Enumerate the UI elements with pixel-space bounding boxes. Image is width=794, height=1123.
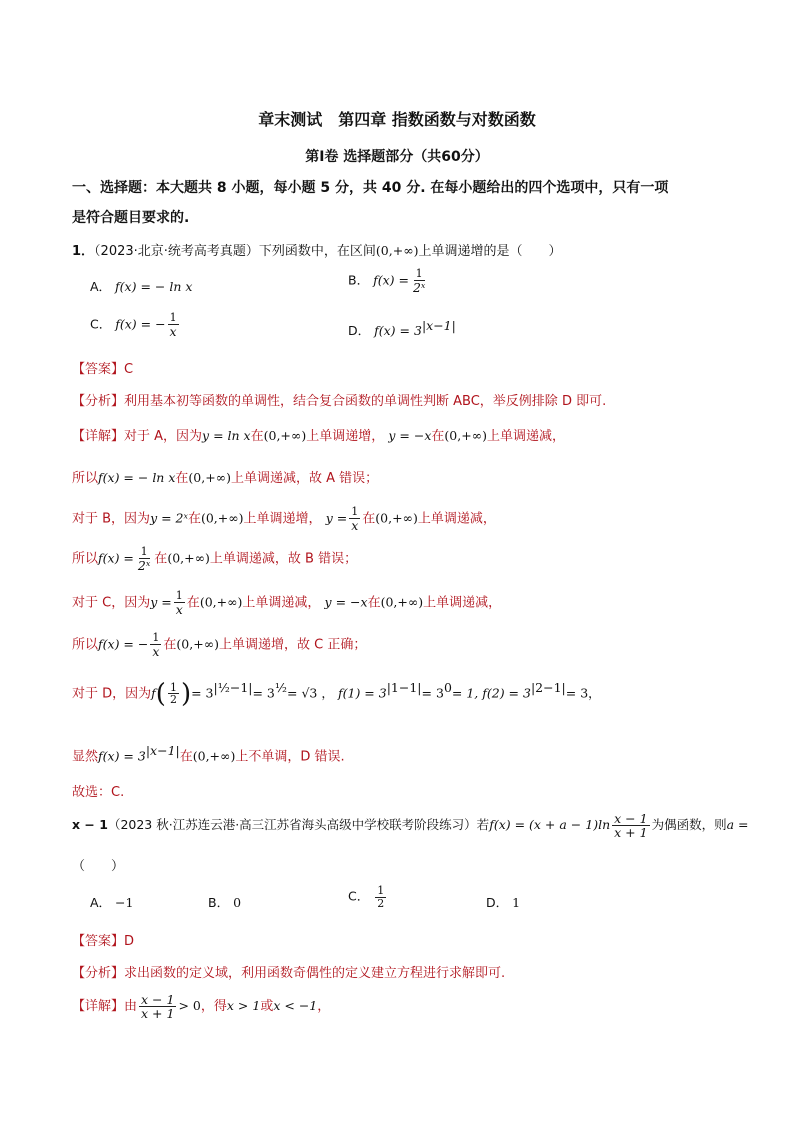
question-1-stem: 1．（2023·北京·统考高考真题）下列函数中，在区间(0,+∞)上单调递增的是（ ） xyxy=(72,243,562,259)
option-c[interactable]: C． $\frac{1}{2}$ xyxy=(348,884,385,910)
answer-tag: 【答案】 xyxy=(72,934,125,949)
option-a[interactable]: A． f(x) = − ln x xyxy=(90,279,193,294)
analysis-tag: 【分析】 xyxy=(72,966,125,981)
answer-line xyxy=(72,358,133,377)
question-2-stem: x − 1（2023 秋·江苏连云港·高三江苏省海头高级中学校联考阶段练习）若f(x) = (x + a − 1)ln $\frac{x - 1}{x + 1}$ 为偶函数，则a = xyxy=(72,811,749,841)
option-c[interactable]: C． f(x) = − $\frac{1}{x}$ xyxy=(90,311,177,339)
answer-value: C xyxy=(124,362,134,377)
detail-line-2: 所以f(x) = − ln x在(0,+∞)上单调递减，故 A 错误； xyxy=(72,470,379,486)
page-subtitle: 第Ⅰ卷 选择题部分（共60分） xyxy=(305,149,489,165)
detail-tag: 【详解】 xyxy=(72,999,125,1015)
option-b[interactable]: B． f(x) = $\frac{1}{\text{2ˣ}}$ xyxy=(348,267,426,295)
answer-tag: 【答案】 xyxy=(72,362,125,377)
answer-line xyxy=(72,930,134,949)
answer-value: D xyxy=(124,934,135,949)
detail-line-3: 对于 B，因为y = 2ˣ在(0,+∞)上单调递增， y = $\frac{1}{x}$ 在(0,+∞)上单调递减， xyxy=(72,505,496,533)
page-title: 章末测试 第四章 指数函数与对数函数 xyxy=(258,110,536,129)
detail-line-7: 对于 D，因为f( $\frac{1}{2}$ )= $3^{|\frac{1}{2}-1|}= 3^{\frac{1}{2}}= √3$ ， $f(1) = 3^{|1-1|}= 3^0= 1$, $f(2) = 3^{|2-1|}= 3$， xyxy=(72,678,601,709)
question-source: （2023·北京·统考高考真题） xyxy=(94,244,259,259)
question-2-paren: （ ） xyxy=(72,859,125,874)
option-b[interactable]: B． 0 xyxy=(208,895,242,910)
question-number: x − 1 xyxy=(72,817,108,833)
section-instructions-line2: 是符合题目要求的. xyxy=(72,210,190,226)
section-instructions-line1: 一、选择题：本大题共 8 小题，每小题 5 分，共 40 分. 在每小题给出的四个选项中，只有一项 xyxy=(72,180,669,196)
option-d[interactable]: D． $f(x) = 3^{|x-1|}$ xyxy=(348,318,456,339)
detail-line-8: 显然$f(x) = 3^{|x-1|}$在(0,+∞)上不单调，D 错误. xyxy=(72,743,345,765)
option-a[interactable]: A． −1 xyxy=(90,895,134,910)
analysis-tag: 【分析】 xyxy=(72,394,125,409)
choose-line: 故选：C. xyxy=(72,785,125,800)
analysis-line: 【分析】求出函数的定义域，利用函数奇偶性的定义建立方程进行求解即可. xyxy=(72,966,506,981)
detail-line-5: 对于 C，因为y = $\frac{1}{x}$ 在(0,+∞)上单调递减， y = −x在(0,+∞)上单调递减， xyxy=(72,589,502,617)
analysis-line: 【分析】利用基本初等函数的单调性，结合复合函数的单调性判断 ABC，举反例排除 D 即可. xyxy=(72,394,607,409)
detail-tag: 【详解】 xyxy=(72,429,125,444)
question-number: 1． xyxy=(72,244,95,259)
detail-line-1: 【详解】对于 A，因为y = ln x在(0,+∞)上单调递增， y = −x在(0,+∞)上单调递减， xyxy=(72,428,565,444)
option-d[interactable]: D． 1 xyxy=(486,895,521,910)
question-source: （2023 秋·江苏连云港·高三江苏省海头高级中学校联考阶段练习） xyxy=(107,817,477,833)
detail-line-4: 所以f(x) = $\frac{1}{\text{2ˣ}}$ 在(0,+∞)上单调递减，故 B 错误； xyxy=(72,545,358,573)
detail-line-1: 【详解】由 $\frac{x - 1}{x + 1}$ > 0，得x > 1或x < −1， xyxy=(72,992,331,1022)
detail-line-6: 所以f(x) = − $\frac{1}{x}$ 在(0,+∞)上单调递增，故 C 正确； xyxy=(72,631,367,659)
